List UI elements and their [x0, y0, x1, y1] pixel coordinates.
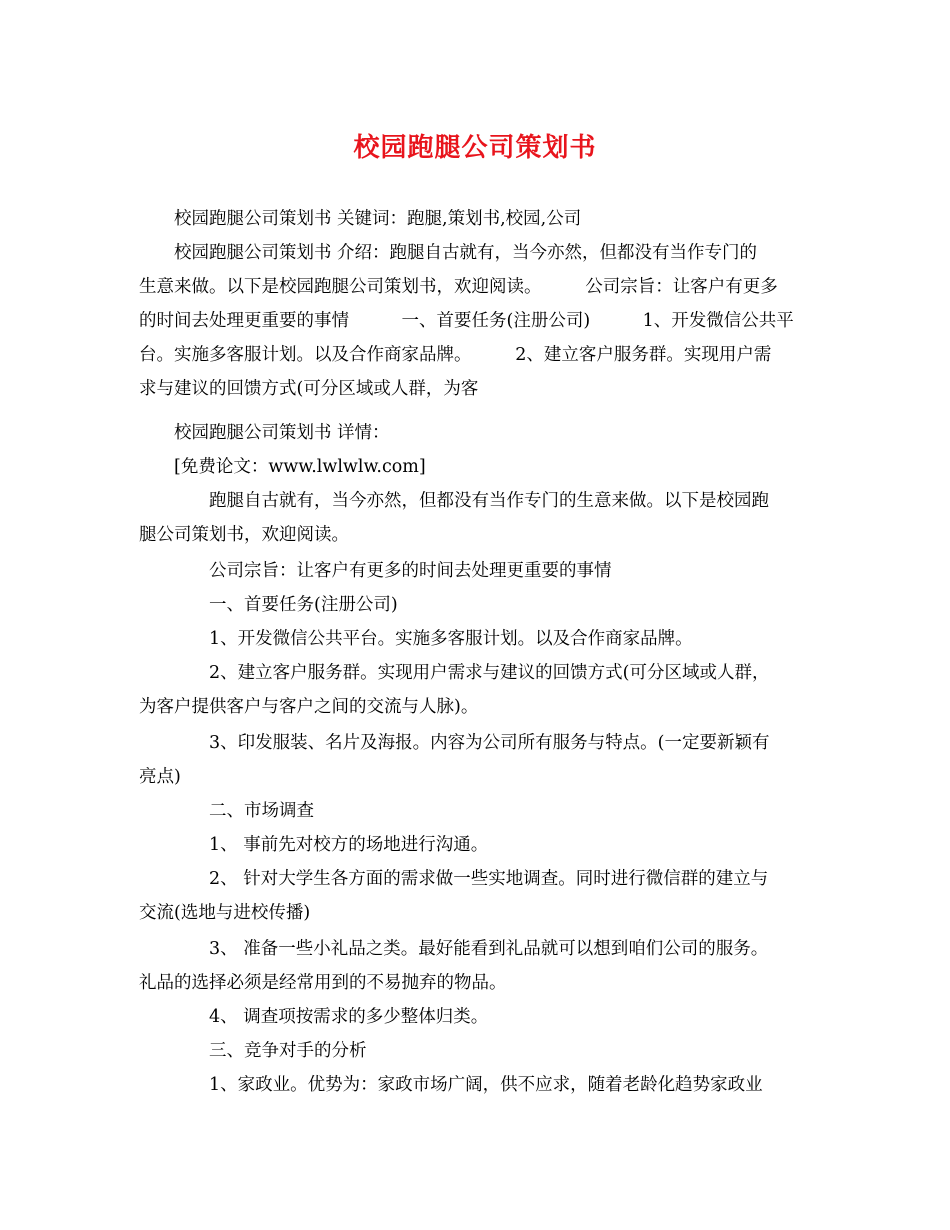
- paragraph-line: 1、开发微信公共平台。实施多客服计划。以及合作商家品牌。: [139, 629, 693, 649]
- paragraph-line: 一、首要任务(注册公司): [139, 595, 398, 615]
- paragraph-line: 的时间去处理更重要的事情 一、首要任务(注册公司) 1、开发微信公共平: [139, 311, 794, 331]
- paragraph-line: 二、市场调查: [139, 801, 314, 821]
- paragraph-line: 4、 调查项按需求的多少整体归类。: [139, 1007, 489, 1027]
- paragraph-line: 2、 针对大学生各方面的需求做一些实地调查。同时进行微信群的建立与: [139, 869, 769, 889]
- paragraph-line: 生意来做。以下是校园跑腿公司策划书，欢迎阅读。 公司宗旨：让客户有更多: [139, 277, 778, 297]
- paragraph-line: 公司宗旨：让客户有更多的时间去处理更重要的事情: [139, 561, 612, 581]
- paragraph-line: 1、 事前先对校方的场地进行沟通。: [139, 835, 489, 855]
- paragraph-line: 2、建立客户服务群。实现用户需求与建议的回馈方式(可分区域或人群，: [139, 663, 770, 683]
- paragraph-line: [免费论文：www.lwlwlw.com]: [139, 457, 426, 477]
- paragraph-line: 3、 准备一些小礼品之类。最好能看到礼品就可以想到咱们公司的服务。: [139, 939, 769, 959]
- paragraph-line: 三、竞争对手的分析: [139, 1041, 367, 1061]
- paragraph-line: 3、印发服装、名片及海报。内容为公司所有服务与特点。(一定要新颖有: [139, 733, 770, 753]
- paragraph-line: 腿公司策划书，欢迎阅读。: [139, 525, 349, 545]
- paragraph-line: 亮点): [139, 767, 181, 787]
- paragraph-line: 校园跑腿公司策划书 详情：: [139, 423, 390, 443]
- paragraph-line: 交流(选地与进校传播): [139, 903, 311, 923]
- paragraph-line: 校园跑腿公司策划书 关键词：跑腿,策划书,校园,公司: [139, 209, 582, 229]
- paragraph-line: 校园跑腿公司策划书 介绍：跑腿自古就有，当今亦然，但都没有当作专门的: [139, 243, 758, 263]
- document-title: 校园跑腿公司策划书: [353, 133, 597, 163]
- paragraph-line: 礼品的选择必须是经常用到的不易抛弃的物品。: [139, 973, 507, 993]
- paragraph-line: 台。实施多客服计划。以及合作商家品牌。 2、建立客户服务群。实现用户需: [139, 345, 772, 365]
- paragraph-line: 1、家政业。优势为：家政市场广阔，供不应求，随着老龄化趋势家政业: [139, 1075, 763, 1095]
- paragraph-line: 为客户提供客户与客户之间的交流与人脉)。: [139, 697, 479, 717]
- paragraph-line: 跑腿自古就有，当今亦然，但都没有当作专门的生意来做。以下是校园跑: [139, 491, 769, 511]
- paragraph-line: 求与建议的回馈方式(可分区域或人群，为客: [139, 379, 479, 399]
